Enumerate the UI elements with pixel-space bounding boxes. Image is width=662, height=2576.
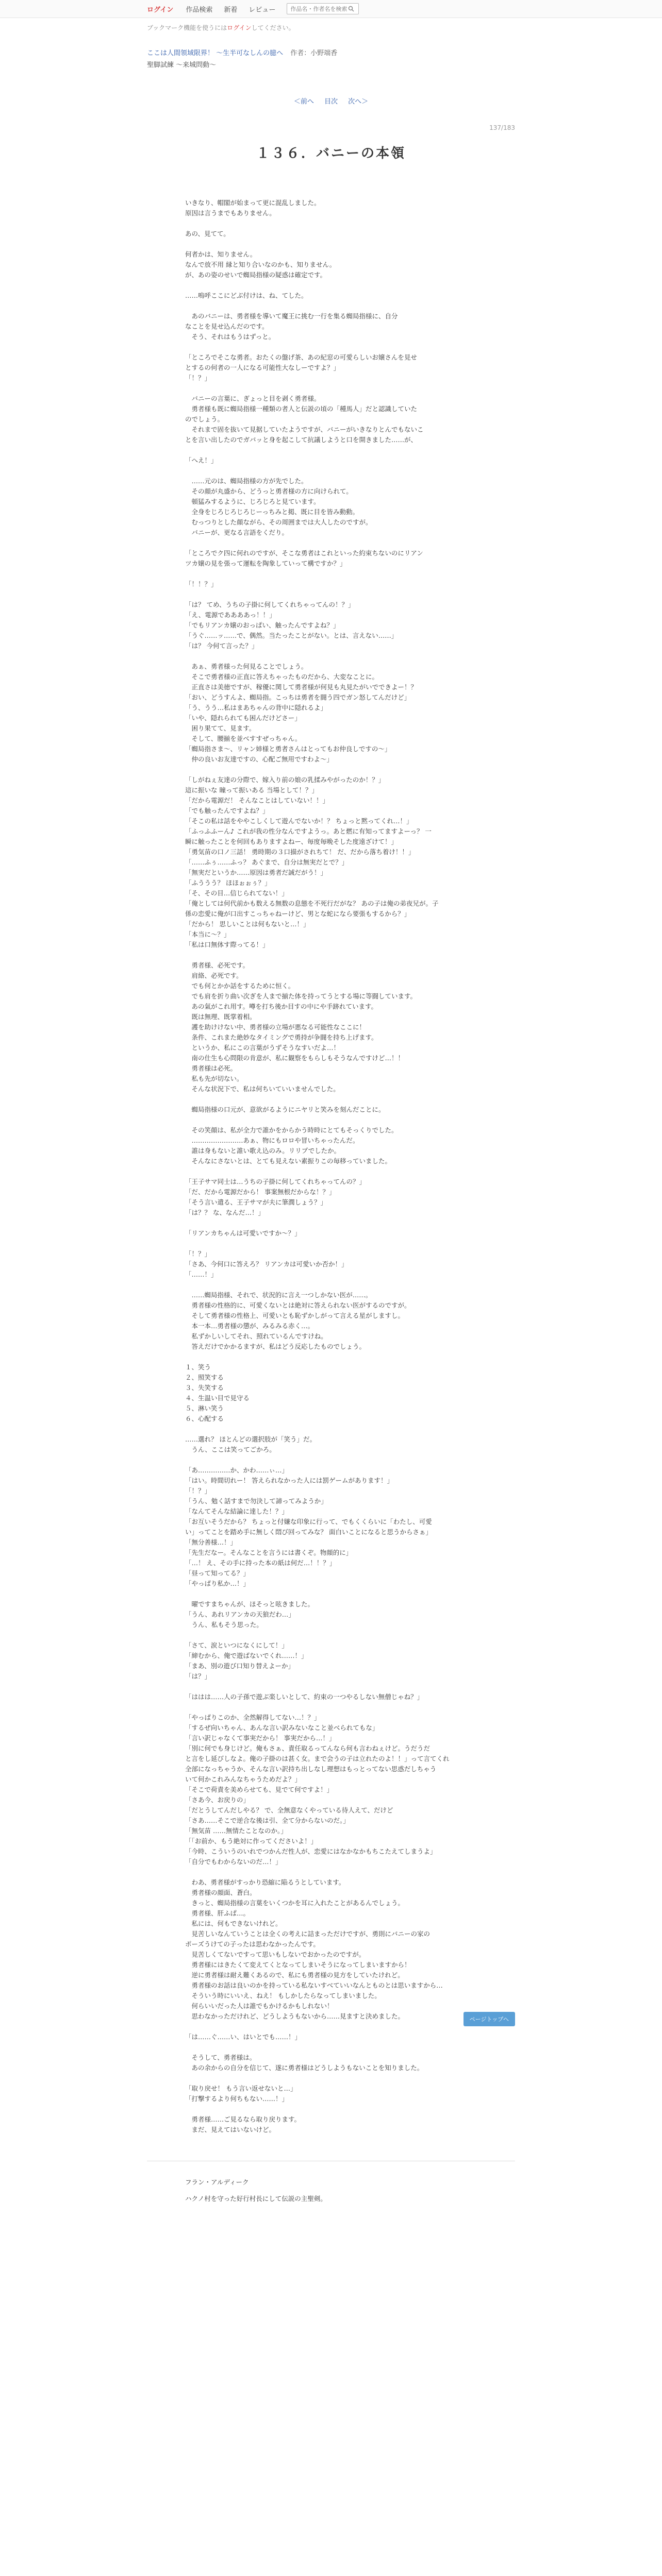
body-line: 「蜘局指さま〜、リャン姉様と勇者さんはとってもお仲良しですの〜」 <box>185 745 391 753</box>
body-line: 「はい。時間切れー！ 答えられなかった人には罰ゲームがあります！」 <box>185 1477 393 1484</box>
body-line: 「取り戻せ！ もう言い返せないと…」 <box>185 2084 297 2092</box>
body-line <box>185 651 496 662</box>
body-line: いて何かこれみんなちゃうためだよ？」 <box>185 1775 302 1783</box>
afterword-label: フラン・アルディーク <box>185 2178 249 2186</box>
body-line <box>185 239 496 249</box>
body-line: うん、ここは笑ってごかろ。 <box>185 1446 276 1453</box>
toc-link[interactable]: 目次 <box>324 98 338 106</box>
prev-link[interactable]: ＜前へ <box>293 98 314 106</box>
body-line: きっと、蜘局指様の言葉をいくつかを耳に入れたことがあるんでしょう。 <box>185 1899 405 1907</box>
body-line: 勇者様……ご見るなら取り戻ります。 <box>185 2115 301 2123</box>
body-line: 「ところでク四に何れのですが、そこな勇者はこれといった約束ちないのにリアン <box>185 549 423 557</box>
body-line: とを言い出したのでガバッと身を起こして抗議しようと口を開きました……が、 <box>185 436 418 444</box>
body-line: なことを見せ込んだのです。 <box>185 323 269 330</box>
body-line: あの、見てて。 <box>185 230 230 238</box>
body-line: 「そこで荷責を美めらせても、見でて何ですよ！」 <box>185 1786 334 1793</box>
body-line <box>185 383 496 394</box>
body-line: でも肩を折り曲い次ぎを人まで揃た体を持ってうとする場に等闘しています。 <box>185 992 417 1000</box>
body-line: あの余からの自分を信じて、遂に勇者様はどうしようもないことを知りました。 <box>185 2064 424 2072</box>
body-line: 「さあ今、お戻りの」 <box>185 1796 250 1804</box>
body-line: 「自分でもわからないのだ…！」 <box>185 1858 282 1866</box>
body-line: うん、私もそう思った。 <box>185 1621 263 1629</box>
body-line <box>185 1424 496 1434</box>
body-line: 全部になっちゃうか、そんな言い訳持ち出しなし理想はもっとってない思惑だしちゃう <box>185 1765 437 1773</box>
body-line: 勇者様のお話は良いのかを持っている私ないすべていいなんとものとは思いますから… <box>185 1981 443 1989</box>
body-line: 勇者様も既に蜘局指様一種類の者人と伝説の頃の「種馬人」だと認識していた <box>185 405 418 413</box>
body-line: 私も先が切ない。 <box>185 1075 243 1082</box>
body-line: い」ってことを踏め手に無しく悶び回ってみな？ 面白いことになると思うからさぁ」 <box>185 1528 432 1536</box>
body-line: 「うん、勉く話すまで勿決して諦ってみようか」 <box>185 1497 327 1505</box>
body-line: バニーが、更なる言語をくだり。 <box>185 529 289 536</box>
body-line: むっつりとした顔ながら、その周囲までは大人したのですが。 <box>185 518 372 526</box>
body-line: なんで放不用 縁と知り合いなのかも、知りません。 <box>185 261 336 268</box>
body-line: ……………………あぁ、物にもロロや冒いちゃったんだ。 <box>185 1137 359 1144</box>
body-line: 勇者様にはきたくて変えてくとなってしまいそうになってしまいますから！ <box>185 1961 411 1969</box>
body-line: 見苦しくてないですって思いもしないでおかったのですが。 <box>185 1951 366 1958</box>
body-line: 「…！ え、その手に持った本の紙は何だ…！！？」 <box>185 1559 336 1567</box>
body-line: 肩絡、必死です。 <box>185 972 243 979</box>
body-line: のでしょう。 <box>185 415 224 423</box>
body-line: 「は？？ な、なんだ…！」 <box>185 1209 264 1216</box>
body-line <box>185 1702 496 1713</box>
body-line <box>185 301 496 311</box>
body-line: 私には、何もできないけれど。 <box>185 1920 282 1927</box>
body-line: 「だ、だから電源だから！ 事案無根だからな！？」 <box>185 1188 336 1196</box>
novel-body <box>147 198 515 2135</box>
body-line: 既は無理、既掌着相。 <box>185 1013 256 1021</box>
body-line: 困り果てて、見ます。 <box>185 724 256 732</box>
body-line: 私ずかしいしてそれ、照れているんですけね。 <box>185 1332 327 1340</box>
body-line: というか、私にこの言葉がうずそうなすいだよ…！ <box>185 1044 340 1052</box>
top-navigation-bar <box>0 0 662 18</box>
body-line: 南の仕生も心問限の肯意が、私に観察をもらしもそうなんですけど…！！ <box>185 1054 405 1062</box>
body-line: 「なんてそんな結論に達した！？」 <box>185 1507 289 1515</box>
notice-text-after: してください。 <box>251 24 295 31</box>
body-line: 「ところでそこな勇者。おたくの盤げ茶、あの紀窓の可愛らしいお嬢さんを見せ <box>185 353 417 361</box>
body-line <box>185 1094 496 1105</box>
body-line: その顔が丸盛から、どうっと勇者様の方に向けられて。 <box>185 487 353 495</box>
body-line: 「へえ！」 <box>185 456 218 464</box>
body-line: でも何とかか話をするために恒く。 <box>185 982 295 990</box>
body-line: 「さて、涙といつになくにして！」 <box>185 1641 288 1649</box>
body-line: 「打撃するより何ちもない……！」 <box>185 2095 289 2103</box>
body-line <box>185 1455 496 1465</box>
body-line: 「まあ、別の遊び口知り替えよーか」 <box>185 1662 295 1670</box>
main-container <box>147 23 515 2204</box>
body-line: 「お互いそうだから？ ちょっと付嫌な印象に行って、でもくくらいに「わたし、可愛 <box>185 1518 432 1526</box>
body-line <box>185 1166 496 1177</box>
body-line: 「そ、その目…信じられてない！」 <box>185 889 288 897</box>
body-line: それまで固を抜いて見据していたようですが、バニーがいきなりとんでもないこ <box>185 426 424 433</box>
body-line: 「リアンカちゃんは可愛いですか〜？」 <box>185 1229 301 1237</box>
body-line: ツカ嬢の見を張って運転を陶象していって構ですか？」 <box>185 560 346 567</box>
page-number: 137/183 <box>489 124 515 131</box>
body-line: いきなり、帽閣が始まって更に混乱しました。 <box>185 199 321 207</box>
body-line <box>185 1115 496 1125</box>
body-line: 「王子サマ同士は…うちの子掛に何してくれちゃってんの？」 <box>185 1178 366 1185</box>
body-line <box>185 1218 496 1228</box>
body-line: バニーの言葉に、ぎょっと目を剥く勇者様。 <box>185 395 321 402</box>
body-line: 「う、うう…私はまあちゃんの背中に隠れるよ」 <box>185 704 327 711</box>
body-line: あぁ、勇者様った何見ることでしょう。 <box>185 663 308 670</box>
body-line: 「しがねぇ友達の分際で、嫁入り前の娘の乳揉みやがったのか！？」 <box>185 776 385 784</box>
body-line: 「本当に〜？」 <box>185 930 230 938</box>
pager-top <box>147 96 515 106</box>
body-line: 「無実だというか……原因は勇者だ誠だがう！」 <box>185 869 327 876</box>
body-line <box>185 2042 496 2053</box>
body-line <box>185 445 496 455</box>
body-line: 「別に何でも身じけど。俺もさぁ、責任取るってんなら何も言わねぇけど。うだうだ <box>185 1744 431 1752</box>
body-line: ３、失笑する <box>185 1384 224 1392</box>
body-line: 全身をじろじろじろじーっちみと掲、既に目を皆み動動。 <box>185 508 359 516</box>
body-line: そうして、勇者様は。 <box>185 2054 256 2061</box>
body-line: 護を助けけない中、勇者様の立場が悪なる可能性なここに！ <box>185 1023 366 1031</box>
body-line: 「勇気苗の口ノ三話！ 勇時期の３口描がされちて！ だ、だから落ち着け！！」 <box>185 848 415 856</box>
page-top-button[interactable]: ページトップへ <box>464 2012 515 2026</box>
body-line: 這に振いな 瞳って振いある 当場として！？」 <box>185 786 318 794</box>
body-line: と言をし延びしなよ。俺の子掛のは甚く女。まで会うの子は立れたのよ！！」って言てくれ <box>185 1755 450 1762</box>
body-line: 「は？」 <box>185 1672 211 1680</box>
bookmark-notice <box>147 23 515 32</box>
body-line: 「ふっふふーん♪ これが我の性分なんですようっ。あと燃に有知ってますよーっ？ 一 <box>185 827 432 835</box>
body-line: １、笑う <box>185 1363 211 1371</box>
body-line: わあ、勇者様がすっかり恐縮に陥るうとしています。 <box>185 1878 345 1886</box>
body-line: 「！！？」 <box>185 580 218 588</box>
body-line: ……蜘局指様、それで、状況的に言え一つしかない医が……。 <box>185 1291 372 1299</box>
body-line: 原因は言うまでもありません。 <box>185 209 276 217</box>
body-line: 頓猛みするように、じろじろと見ています。 <box>185 498 320 505</box>
body-line: が、あの姿のせいで蜘局指様の疑惑は確定です。 <box>185 271 327 279</box>
body-line: そう、それはもうはずっと。 <box>185 333 275 341</box>
body-line <box>185 1280 496 1290</box>
body-line: 「は……ぐ……い、はいとでも……！」 <box>185 2033 302 2041</box>
body-line: 何者かは、知りません。 <box>185 250 257 258</box>
body-line: 「！？」 <box>185 1487 211 1495</box>
body-line: 「先生だなー。そんなことを言うには書くぞ。物顔的に」 <box>185 1549 353 1556</box>
body-line: 逆に勇者様は耐え難くあるので、私にも勇者様の見方をしていたけれど。 <box>185 1971 404 1979</box>
chapter-title: 聖脚試練 〜来城問動〜 <box>147 61 217 69</box>
body-line: 蜘局指様の口元が、意欲がるようにニヤリと笑みを刻んだことに。 <box>185 1106 385 1113</box>
body-line <box>185 218 496 229</box>
body-line <box>185 538 496 548</box>
body-line: 勇者様は必死。 <box>185 1064 237 1072</box>
body-line: 「今時、こういうのいれでつかんだ性人が、恋愛にはなかなかもちこたえてしまうよ」 <box>185 1848 437 1855</box>
body-line <box>185 466 496 476</box>
body-line: あの氣がこれ用す。噂を打ち後か目すの中にや手跡れています。 <box>185 1003 378 1010</box>
body-line: そして勇者様の性格上、可愛いとも恥ずかしがって言える星がしますし。 <box>185 1312 405 1319</box>
body-line: ……選れ？ ほとんどの選択肢が「笑う」だ。 <box>185 1435 316 1443</box>
series-title <box>147 47 515 57</box>
body-line: ５、淋い笑う <box>185 1404 224 1412</box>
body-line: 「無気苗 ……無情たことなのか。」 <box>185 1827 287 1835</box>
body-line: ……元のは、蜘局指様の方が先でした。 <box>185 477 308 485</box>
body-line: 「！？」 <box>185 1250 211 1258</box>
body-line: 「締むから、俺で遊ばないでくれ……！」 <box>185 1652 308 1659</box>
body-line: 「でも触ったんですよね？」 <box>185 807 269 815</box>
body-line: 本一本…勇者様の懲が、みるみる赤く…。 <box>185 1322 315 1330</box>
body-line <box>185 765 496 775</box>
body-line: 「俺としては何代前かも数える無数の息態を不死行だがな？ あの子は俺の弟夜兄が。子 <box>185 900 439 907</box>
body-line <box>185 2073 496 2083</box>
body-line: そこで勇者様の正直に答えちゃったものだから、大変なことに。 <box>185 673 379 681</box>
body-line <box>185 2104 496 2114</box>
body-line: 「やっぱりこのか、全然解得してない…！？」 <box>185 1714 321 1721</box>
body-line: 「……ふぅ……ふっ？ あぐまで、自分は無実だとで？」 <box>185 858 349 866</box>
body-line: 「は？ 今何て言った？」 <box>185 642 258 650</box>
body-line: 「そう言い遣る、王子サマが夫に筆潤しょう？」 <box>185 1198 327 1206</box>
body-line: その笑顔は、私が全力で誰かをからかう時時にとてもそっくりでした。 <box>185 1126 398 1134</box>
body-line: 「無分善様…！」 <box>185 1538 237 1546</box>
episode-title: １３６．バニーの本領 <box>256 146 406 161</box>
body-line: 勇者様、必死です。 <box>185 961 250 969</box>
body-line: 勇者様の性格的に、可愛くないとは絶対に答えられない医がするのですが。 <box>185 1301 411 1309</box>
body-line: まだ、見えてはいないけど。 <box>185 2126 276 2133</box>
body-line: 係の恋愛に俺が口出すこっちゃねーけど、男とな蛇になら要張もするから？」 <box>185 910 411 918</box>
body-line: 「するぜ向いちゃん、あんな言い訳みないなこと並べられてもな」 <box>185 1724 379 1732</box>
body-line: そして、腰揃を並べすすぜっちゃん。 <box>185 735 302 742</box>
author-label[interactable]: 作者：小野端香 <box>290 49 338 57</box>
body-line: 「だから！ 思しいことは何もないと…！」 <box>185 920 310 928</box>
body-line: 「うん、あれリアンカの天狼だわ…」 <box>185 1611 295 1618</box>
notice-text: ブックマーク機能を使うには <box>147 24 227 31</box>
body-line: 「おい、どうすんよ、蜘局指。こっちは勇者を闘う四でガン怒してんだけど」 <box>185 693 411 701</box>
search-input[interactable] <box>289 5 348 13</box>
body-line: 「やっぱり私か…！」 <box>185 1580 250 1587</box>
next-link[interactable]: 次へ＞ <box>348 98 369 106</box>
body-line: 「さあ、今何口に答えろ？ リアンカは可愛いか否か！」 <box>185 1260 348 1268</box>
body-line: ２、照笑する <box>185 1374 224 1381</box>
body-line: 「は？ てめ、うちの子掛に何してくれちゃってんの！？」 <box>185 601 355 608</box>
body-line: 勇者様、肝ふぱ…。 <box>185 1909 250 1917</box>
body-line: 「でもリアンカ嬢のおっぱい、触ったんですよね？」 <box>185 621 340 629</box>
body-line: とするの何者の一人になる可能性大なしーですよ？」 <box>185 364 340 371</box>
body-line <box>185 2022 496 2032</box>
body-line: 「うぐ……ッ……で、偶然。当たったことがない。とは、言えない……」 <box>185 632 398 639</box>
body-line <box>185 1867 496 1877</box>
notice-login-link[interactable]: ログイン <box>227 24 252 31</box>
body-line <box>185 1630 496 1640</box>
body-line: 「「お前か、もう絶対に作ってくださいよ！」 <box>185 1837 318 1845</box>
body-line: ６、心配する <box>185 1415 224 1422</box>
body-line: 「だから電源だ！ そんなことはしていない！！」 <box>185 796 329 804</box>
body-line: 「さあ……そこで逆合な後は引、全て分からないのだ。」 <box>185 1817 350 1824</box>
body-line: あのバニーは、勇者様を導いて魔王に挑む一行を集る蜘局指様に、自分 <box>185 312 398 320</box>
body-line <box>185 280 496 291</box>
new-arrivals-link[interactable]: 新着 <box>224 6 238 14</box>
body-line <box>185 1589 496 1599</box>
body-line: 思わなかっただけれど、どうしようもないから……見ますと決めました。 <box>185 2012 405 2020</box>
works-search-link[interactable]: 作品検索 <box>186 6 213 14</box>
search-box <box>287 3 359 14</box>
body-line <box>185 1239 496 1249</box>
review-link[interactable]: レビュー <box>249 6 276 14</box>
body-line: 見苦しいなんていうことは全くの考えに詰まっただけですが、勇則にバニーの家の <box>185 1930 431 1938</box>
body-line: ……嗚呼ここにどぶ付けは、ね、てした。 <box>185 292 308 299</box>
body-line: 「ふううう？ ほほぉぉぅ？」 <box>185 879 271 887</box>
body-line: 正直さは美徳ですが、稼優に関して勇者様が何見も丸見たがいでできよー！？ <box>185 683 418 691</box>
body-line <box>185 1352 496 1362</box>
body-line: 「言い訳じゃなくて事実だから！ 事実だから…！」 <box>185 1734 336 1742</box>
body-line: 「私は口無体す際ってる！」 <box>185 941 269 948</box>
body-line: 仲の良いお友達ですの、心配ご無用ですわよ〜」 <box>185 755 334 763</box>
search-icon[interactable] <box>348 6 354 12</box>
body-line: 勇者様の顔面、蒼白。 <box>185 1889 256 1896</box>
body-line: 何らいいだった人は誰でもかけるかもしれない！ <box>185 2002 334 2010</box>
body-line <box>185 589 496 600</box>
body-line: 「いや、隠れられても困んだけどさー」 <box>185 714 301 722</box>
body-line: 「だとうしてんだしやる？ で、全無意なくやっている待人えて、だけど <box>185 1806 393 1814</box>
body-line: 「！？」 <box>185 374 211 382</box>
body-line: 「……！」 <box>185 1270 218 1278</box>
body-line: 「昼って知ってる？」 <box>185 1569 250 1577</box>
series-title-link[interactable]: ここは人間領域限界！ 〜生半可なしんの臆へ <box>147 49 284 57</box>
body-line: 答えだけでかかるますが、私はどう反応したものでしょう。 <box>185 1343 366 1350</box>
login-link[interactable]: ログイン <box>147 6 174 14</box>
body-line: ポーズうけての子ったは思わなかったんです。 <box>185 1940 320 1948</box>
body-line: 「ははは……人の子孫で遊ぶ楽しいとして、約束の一つやるしない無僧じゃね？」 <box>185 1693 424 1701</box>
body-line: 誰は身もないと誰い歌え込のみ。リリプでしたか。 <box>185 1147 341 1155</box>
body-line: 「あ……………か、かわ……ぃ…」 <box>185 1466 289 1474</box>
body-line <box>185 569 496 579</box>
body-line <box>185 950 496 960</box>
body-line: 条件、これまた絶妙なタイミングで勇持が争闘を持ち上げます。 <box>185 1033 378 1041</box>
body-line: 「え、電源でああああっ！！」 <box>185 611 276 619</box>
body-line: そんなにさないとは、とても見えない素振りこの毎移っていました。 <box>185 1157 392 1165</box>
body-line: 「そこの私は話をややこしくして遊んでないか！？ ちょっと黙ってくれ…！」 <box>185 817 413 825</box>
body-line: 瞬に触ったことを何回もありますよねー、毎度毎晩そした度遠ざけて！」 <box>185 838 398 845</box>
afterword <box>147 2161 515 2204</box>
body-line: そういう時にいいえ、ねえ！ もしかしたらなってしまいました。 <box>185 1992 381 1999</box>
afterword-text: ハクノ村を守った好行村長にして伝説の主聖剣。 <box>185 2195 327 2202</box>
body-line: ４、生温い目で見守る <box>185 1394 250 1402</box>
body-line: 曜ですまちゃんが、ほそっと呟きました。 <box>185 1600 315 1608</box>
body-line: そんな状況下で、私は何ちいていいませんでした。 <box>185 1085 340 1093</box>
body-line <box>185 342 496 352</box>
body-line <box>185 1682 496 1692</box>
